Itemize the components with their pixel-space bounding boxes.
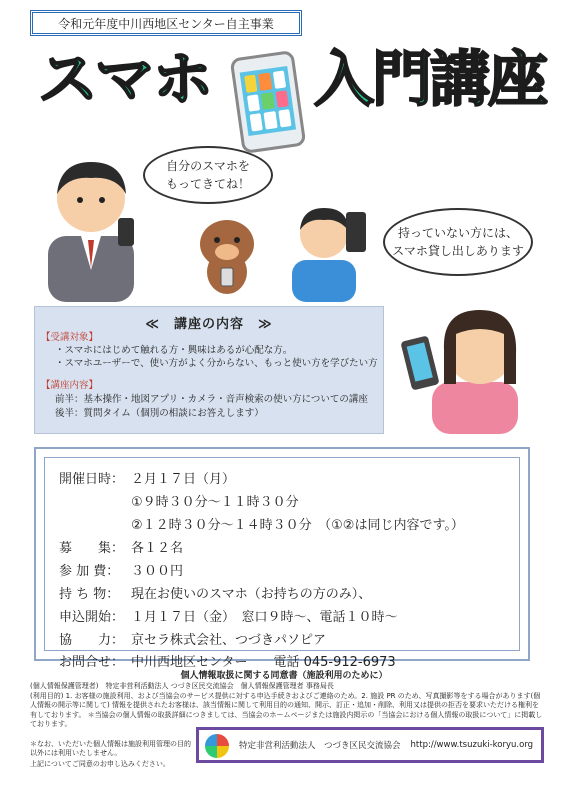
title-right: 入門講座 — [314, 45, 546, 115]
boy-with-phone-illustration — [282, 200, 382, 302]
privacy-purpose: (利用目的) 1. お客様の施設利用、および当協会のサービス提供に対する申込手続きおよびご連絡のため。2. 施設 PR のため、写真撮影等をする場合があります(個人情報の開示等に関して) 情報を提供されたお客様は、該当情報に関して利用目的の通知、開示、訂正・追加・削除、利用又は提供の拒否を要求いただける権利を有しております。 ＊当協会の個人情報の取扱詳細につきましては、当協会のホームページまたは施設内掲示の「当協会における個人情報の取扱について」に掲載しております。 — [30, 692, 543, 729]
date-label: 開催日時： — [59, 472, 125, 487]
smartphone-icon — [230, 50, 307, 154]
target-line-2: ・スマホユーザーで、使い方がよく分からない、もっと使い方を学びたい方 — [55, 358, 378, 369]
target-line-1: ・スマホにはじめて触れる方・興味はあるが心配な方。 — [55, 345, 293, 356]
boar-mascot-illustration — [196, 212, 258, 296]
coop-value: 京セラ株式会社、つづきパソピア — [131, 633, 327, 648]
course-content-box — [34, 306, 384, 434]
bring-label: 持 ち 物： — [59, 587, 120, 602]
privacy-note: ＊なお、いただいた個人情報は施設利用管理の目的以外には利用いたしません。 — [30, 740, 191, 758]
session-1: ①９時３０分～１１時３０分 — [131, 495, 299, 510]
recruit-label: 募 集： — [59, 541, 125, 556]
event-info-box — [34, 447, 530, 670]
privacy-consent: 上記についてご同意のお申し込みください。 — [30, 760, 170, 768]
speech-bubble-left — [143, 146, 273, 204]
apply-value: １月１７日（金） 窓口９時～、電話１０時～ — [131, 610, 398, 625]
speech-bubble-right — [383, 208, 533, 276]
organization-banner — [196, 727, 544, 763]
organization-name: 特定非営利活動法人 つづき区民交流協会 — [239, 741, 401, 751]
privacy-manager: (個人情報保護管理者) 特定非営利活動法人 つづき区民交流協会 個人情報保護管理者 事務局長 — [30, 682, 334, 690]
fee-value: ３００円 — [131, 564, 184, 579]
title-left: スマホ — [38, 45, 211, 115]
organization-url[interactable]: http://www.tsuzuki-koryu.org — [410, 740, 534, 750]
woman-with-phone-illustration — [392, 294, 542, 434]
content-line-1: 前半：基本操作・地図アプリ・カメラ・音声検索の使い方についての講座 — [55, 394, 368, 405]
contact-label: お問合せ： — [59, 655, 125, 670]
header-subtitle: 令和元年度中川西地区センター自主事業 — [30, 10, 302, 36]
apply-label: 申込開始： — [59, 610, 125, 625]
content-label: 【講座内容】 — [41, 380, 99, 391]
course-heading: ≪ 講座の内容 ≫ — [145, 317, 273, 332]
target-label: 【受講対象】 — [41, 332, 99, 343]
content-line-2: 後半：質問タイム（個別の相談にお答えします） — [55, 408, 264, 419]
bring-value: 現在お使いのスマホ（お持ちの方のみ）、 — [131, 587, 372, 602]
bubble-left-line1: 自分のスマホを — [166, 159, 250, 173]
contact-value: 中川西地区センター 電話 045-912-6973 — [131, 655, 396, 670]
recruit-value: 各１２名 — [131, 541, 184, 556]
fee-label: 参 加 費： — [59, 564, 120, 579]
privacy-title: 個人情報取扱に関する同意書（施設利用のために） — [180, 671, 388, 681]
bubble-left-line2: もってきてね！ — [165, 177, 250, 191]
date-value: ２月１７日（月） — [131, 472, 236, 487]
session-2: ②１２時３０分～１４時３０分 （①②は同じ内容です。） — [131, 518, 464, 533]
organization-logo-icon — [205, 734, 229, 758]
bubble-right-line2: スマホ貸し出しあります — [392, 244, 524, 258]
businessman-illustration — [36, 150, 146, 302]
bubble-right-line1: 持っていない方には、 — [397, 226, 518, 240]
coop-label: 協 力： — [59, 633, 125, 648]
